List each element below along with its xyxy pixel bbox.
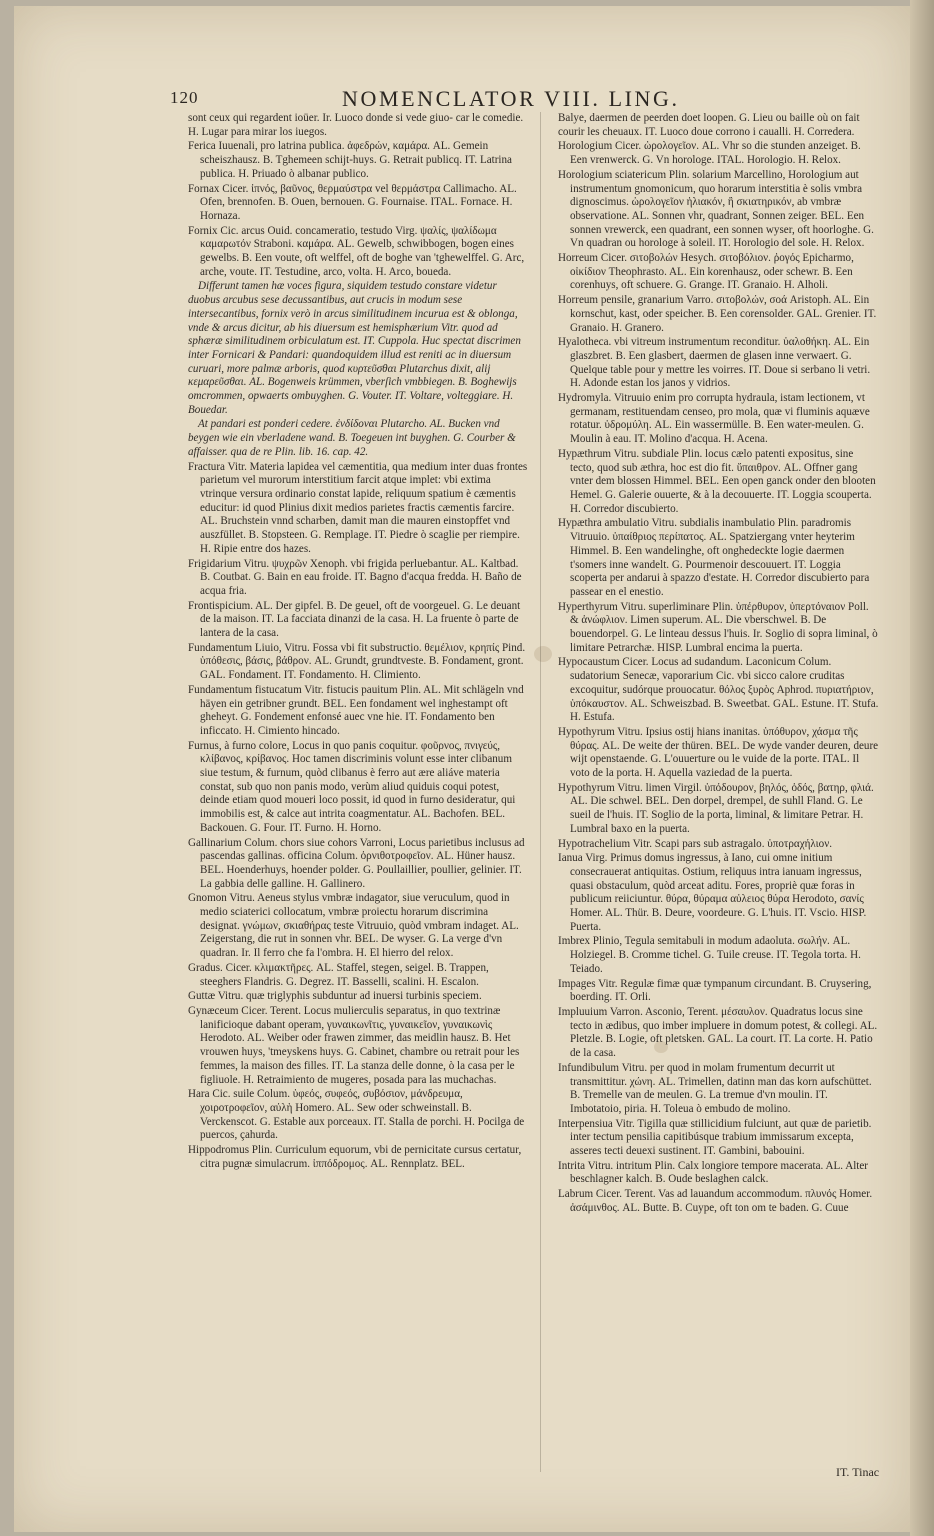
dictionary-entry: Hypothyrum Vitru. limen Virgil. ὑπόδουρον, βηλός, ὀδός, βατηρ, φλιά. AL. Die schwel. BEL. Den dorpel, drempel, de suhll Fland. G. Le sueil de l'huis. IT. Soglio de la porta, liminal, & limitare Petrar. H. Lumbral baxo en la puerta. [558,781,874,835]
column-divider [540,112,541,1472]
dictionary-entry: Differunt tamen hæ voces figura, siquidem testudo constare videtur duobus arcubus sese decussantibus, aut crucis in modum sese intersecantibus, fornix verò in arcus similitudinem incurua est & oblonga, vnde & arcus dicitur, ab his diuersum est hemisphærium Vitr. quod ad sphæræ similitudinem orbiculatum est. IT. Cuppola. Huc spectat discrimen inter Fornicari & Pandari: quandoquidem illud est reniti ac in diuersum curuari, more palmæ arboris, quod κυρτεῦσθαι Plutarchus dixit, alij κεμαρεῦσθαι. AL. Bogenweis krümmen, vberſich vmbbiegen. B. Boghewijs omcrommen, opwaerts ombuyghen. G. Vouter. IT. Voltare, volteggiare. H. Bouedar. [188,280,521,416]
dictionary-entry: Balye, daermen de peerden doet loopen. G. Lieu ou baille où on fait courir les cheuaux. IT. Luoco doue corrono i caualli. H. Corredera. [558,112,860,138]
dictionary-entry: Fundamentum fistucatum Vitr. fistucis pauitum Plin. AL. Mit schlägeln vnd häyen ein getribner grundt. BEL. Een fondament wel inghestampt oft gheheyt. G. Fondement enfonsé auec vne hie. IT. Fondamento ben inficcato. H. Cimiento hincado. [188,683,524,737]
dictionary-entry: Hypotrachelium Vitr. Scapi pars sub astragalo. ὑποτραχήλιον. [558,837,832,850]
dictionary-entry: Horreum Cicer. σιτοβολών Hesych. σιτοβόλιον. ῥογός Epicharmo, οἰκίδιον Theophrasto. AL. Ein korenhausz, oder schewr. B. Een corenhuys, oft schuere. G. Grange. IT. Granaio. H. Alholi. [558,252,854,292]
dictionary-entry: Impages Vitr. Regulæ fimæ quæ tympanum circundant. B. Cruysering, boerding. IT. Orli. [558,977,872,1004]
dictionary-entry: Ianua Virg. Primus domus ingressus, à Iano, cui omne initium consecrauerat antiquitas. Ostium, reliquus intra ianuam ingressus, quasi obstaculum, quòd arceat aditu. Fores, propriè quæ foras in publicum reiiciuntur. θύρα, θύραμα αὐλειος θύρα Herodoto, σανίς Homer. AL. Thür. B. Deure, voordeure. G. L'huis. IT. Vscio. HISP. Puerta. [558,852,867,933]
left-column [188,112,528,1172]
dictionary-entry: Fundamentum Liuio, Vitru. Fossa vbi fit substructio. θεμέλιον, κρηπίς Pind. ὑπόθεσις, βάσις, βάθρον. AL. Grundt, grundtveste. B. Fondament, gront. GAL. Fondament. IT. Fondamento. H. Climiento. [188,641,526,682]
dictionary-entry: sont ceux qui regardent ioüer. Ir. Luoco donde si vede giuo- car le comedie. H. Lugar para mirar los iuegos. [188,112,524,138]
dictionary-entry: Fornax Cicer. ἰπνός, βαῦνος, θερμαύστρα vel θερμάστρα Callimacho. AL. Ofen, brennofen. B. Ouen, bernouen. G. Fournaise. ITAL. Fornace. H. Hornaza. [188,182,517,222]
dictionary-entry: Ferica Iuuenali, pro latrina publica. ἀφεδρών, καμάρα. AL. Gemein scheiszhausz. B. Tghemeen schijt-huys. G. Retrait publicq. IT. Latrina publica. H. Priuado ò albanar publico. [188,140,512,180]
dictionary-entry: Furnus, à furno colore, Locus in quo panis coquitur. φοῦρνος, πνιγεύς, κλίβανος, κρίβανος. Hoc tamen discriminis volunt esse inter clibanum siue testum, & furnum, quòd clibanus è ferro aut ære aliáve materia constat, sub quo non panis modo, verùm aliud quiduis coqui potest, deinde etiam quod moueri loco possit, id quod in furno desideratur, qui immobilis est, & calce aut intrita coagmentatur. AL. Bachofen. BEL. Backouen. G. Four. IT. Furno. H. Horno. [188,739,516,834]
dictionary-entry: Hypothyrum Vitru. Ipsius ostij hians inanitas. ὑπόθυρον, χάσμα τῆς θύρας. AL. De weite der thüren. BEL. De wyde vander deuren, deure wijt openstaende. G. L'ouuerture ou le vuide de la porte. ITAL. Il voto de la porta. H. Aquella vaziedad de la puerta. [558,725,879,780]
dictionary-entry: Hippodromus Plin. Curriculum equorum, vbi de pernicitate cursus certatur, citra pugnæ simulacrum. ἱππόδρομος. AL. Rennplatz. BEL. [188,1144,522,1170]
dictionary-entry: Horreum pensile, granarium Varro. σιτοβολών, σοά Aristoph. AL. Ein kornschut, kast, oder speicher. B. Een corensolder. GAL. Grenier. IT. Granaio. H. Granero. [558,294,877,334]
dictionary-entry: Gallinarium Colum. chors siue cohors Varroni, Locus parietibus inclusus ad pascendas gallinas. officina Colum. ὀρνιθοτροφεῖον. AL. Hüner hausz. BEL. Hoenderhuys, hoender polder. G. Poullaillier, poullier, gelinier. IT. La gabbia delle galline. H. Gallinero. [188,836,525,890]
dictionary-entry: Impluuium Varron. Asconio, Terent. μέσαυλον. Quadratus locus sine tecto in ædibus, quo imber impluere in domum potest, & collegi. AL. Pletzle. B. Logie, oft pletsken. GAL. La court. IT. La corte. H. Patio de la casa. [558,1006,878,1060]
dictionary-entry: Imbrex Plinio, Tegula semitabuli in modum adaoluta. σωλήν. AL. Holziegel. B. Cromme tichel. G. Tuile creuse. IT. Tegola torta. H. Teiado. [558,935,861,975]
dictionary-entry: Interpensiua Vitr. Tigilla quæ stillicidium fulciunt, aut quæ de parietib. inter tectum pensilia capitibúsque trabium immissarum excepta, asseres tecti deuexi sustinent. IT. Gambini, babouini. [558,1117,872,1158]
dictionary-entry: Horologium Cicer. ὡρολογεῖον. AL. Vhr so die stunden anzeiget. B. Een vrenwerck. G. Vn horologe. ITAL. Horologio. H. Relox. [558,140,861,167]
dictionary-entry: Frigidarium Vitru. ψυχρῶν Xenoph. vbi frigida perluebantur. AL. Kaltbad. B. Coutbat. G. Bain en eau froide. IT. Bagno d'acqua fredda. H. Baño de acqua fria. [188,557,522,597]
dictionary-entry: Guttæ Vitru. quæ triglyphis subduntur ad inuersi turbinis speciem. [188,990,482,1003]
dictionary-entry: Hypæthrum Vitru. subdiale Plin. locus cælo patenti expositus, sine tecto, quod sub æthra, hoc est dio fit. ὕπαιθρον. AL. Offner gang vnter dem blossen Himmel. BEL. Een open ganck onder den blooten Hemel. G. Galerie ouuerte, & à la decouuerte. IT. Loggia scouperta. H. Corredor discubierto. [558,447,876,515]
dictionary-entry: Horologium sciatericum Plin. solarium Marcellino, Horologium aut instrumentum gnomonicum, quo horarum interstitia è solis vmbra dignoscimus. ὡρολογεῖον ἡλιακόν, ἢ σκιατηρικόν, ab vmbræ observatione. AL. Sonnen vhr, quadrant, Sonnen zeiger. BEL. Een sonnen vrewerck, een quadrant, een sonnen wyser, oft hoorloghe. G. Vn quadran ou horologe à soleil. IT. Horologio del sole. H. Relox. [558,168,874,250]
dictionary-entry: Hyperthyrum Vitru. superliminare Plin. ὑπέρθυρον, ὑπερτόναιον Poll. & ἀνώφλιον. Limen superum. AL. Die vberschwel. B. De bouendorpel. G. Le linteau dessus l'huis. Ir. Soglio di sopra liminal, ò limitare Petrarchæ. HISP. Lumbral encima la puerta. [558,600,878,654]
dictionary-entry: Gradus. Cicer. κλιμακτῆρες. AL. Staffel, stegen, seigel. B. Trappen, steeghers Flandris. G. Degrez. IT. Basselli, scalini. H. Escalon. [188,961,489,988]
dictionary-entry: Hypocaustum Cicer. Locus ad sudandum. Laconicum Colum. sudatorium Senecæ, vaporarium Cic. vbi sicco calore cruditas excoquitur, sudórque prouocatur. θόλος ξυρὸς Aphrod. πυριατήριον, ὑπόκαυστον. AL. Schweiszbad. B. Sweetbat. GAL. Estune. IT. Stufa. H. Estufa. [558,656,879,724]
dictionary-entry: Gnomon Vitru. Aeneus stylus vmbræ indagator, siue veruculum, quod in medio sciaterici collocatum, vmbræ proiectu horarum discrimina designat. γνώμων, σκιαθήρας teste Vitruuio, quòd vmbram indaget. AL. Zeigerstang, die rut in sonnen vhr. BEL. De wyser. G. La verge d'vn quadran. Ir. Il ferro che fa l'ombra. H. El hierro del relox. [188,892,519,960]
dictionary-entry: Hypæthra ambulatio Vitru. subdialis inambulatio Plin. paradromis Vitruuio. ὑπαίθριος περίπατος. AL. Spatziergang vnter heyterim Himmel. B. Een wandelinghe, oft onghedeckte logie daermen t'somers inne wandelt. G. Pourmenoir descouuert. IT. Loggia scoperta per andarui à spazzo d'estate. H. Corredor discubierto para passear en el enestio. [558,517,870,598]
running-title: NOMENCLATOR VIII. LING. [342,86,680,111]
dictionary-entry: At pandari est ponderi cedere. ἐνδίδοναι Plutarcho. AL. Bucken vnd beygen wie ein vberladene wand. B. Toegeuen int buyghen. G. Courber & affaisser. qua de re Plin. lib. 16. cap. 42. [188,418,516,458]
dictionary-entry: Fractura Vitr. Materia lapidea vel cæmentitia, qua medium inter duas frontes parietum vel murorum interstitium farcit atque implet: vbi extima vtrinque versura ordinario constat lapide, reliquum spatium è cæmentis educitur: id quod Plinius dixit medios parietes fractis cæmentis farcire. AL. Bruchstein vnnd scharben, damit man die mauren einstopffet vnd auszfüllet. B. Stopsteen. G. Remplage. IT. Piedre ò scaglie per riempire. H. Ripie entre dos hazes. [188,460,528,555]
dictionary-entry: Hyalotheca. vbi vitreum instrumentum reconditur. ὑαλοθήκη. AL. Ein glaszbret. B. Een glasbert, daermen de glasen inne verwaert. G. Quelque table pour y mettre les voirres. IT. Doue si serbano li vetri. H. Adonde estan los janos y vidrios. [558,336,871,390]
paper-stain [534,646,552,662]
page-edge [910,0,934,1536]
right-column [558,112,880,1217]
dictionary-entry: Fornix Cic. arcus Ouid. concameratio, testudo Virg. ψαλίς, ψαλίδωμα καμαρωτόν Straboni. καμάρα. AL. Gewelb, schwibbogen, bogen eines gewelbs. B. Een voute, oft welffel, oft de boghe van 'tghewelffel. G. Arc, arche, voute. IT. Testudine, arco, volta. H. Arco, boueda. [188,224,525,278]
dictionary-entry: Hara Cic. suile Colum. ὑφεός, συφεός, συβόσιον, μάνδρευμα, χοιροτροφεῖον, αὐλὴ Homero. AL. Sew oder schweinstall. B. Verckenscot. G. Estable aux porceaux. IT. Stalla de porchi. H. Pocilga de puercos, çahurda. [188,1088,525,1142]
dictionary-entry: Labrum Cicer. Terent. Vas ad lauandum accommodum. πλυνός Homer. ἀσάμινθος. AL. Butte. B. Cuype, oft ton om te baden. G. Cuue [558,1188,873,1214]
catchword: IT. Tinac [836,1465,880,1479]
dictionary-entry: Gynæceum Cicer. Terent. Locus mulierculis separatus, in quo textrinæ lanificioque dabant operam, γυναικωνῖτις, γυναικεῖον, γυναικωνὶς Herodoto. AL. Weiber oder frawen zimmer, das meidlin hausz. B. Het vrouwen huys, 'tmeyskens huys. G. Cabinet, chambre ou retrait pour les femmes, la maison des filles. IT. La stanza delle donne, ò la casa per le figliuole. H. Retraimiento de mugeres, posada para las muchachas. [188,1005,520,1086]
page-number: 120 [170,88,199,107]
dictionary-entry: Hydromyla. Vitruuio enim pro corrupta hydraula, istam lectionem, vt germanam, restituendam censeo, pro mola, quæ vi fluminis aquæve rotatur. ὑδρομύλη. AL. Ein wassermülle. B. Een water-meulen. G. Moulin à eau. IT. Molino d'acqua. H. Acena. [558,392,870,446]
dictionary-entry: Intrita Vitru. intritum Plin. Calx longiore tempore macerata. AL. Alter beschlagner kalch. B. Oude beslaghen calck. [558,1159,868,1186]
dictionary-entry: Frontispicium. AL. Der gipfel. B. De geuel, oft de voorgeuel. G. Le deuant de la maison. IT. La facciata dinanzi de la casa. H. La fruente ò parte de lantera de la casa. [188,599,521,640]
dictionary-entry: Infundibulum Vitru. per quod in molam frumentum decurrit ut transmittitur. χώνη. AL. Trimellen, datinn man das korn aufschüttet. B. Tremelle van de meulen. G. La tremue d'vn moulin. IT. Imbotatoio, piria. H. Toleua ò embudo de molino. [558,1061,872,1115]
